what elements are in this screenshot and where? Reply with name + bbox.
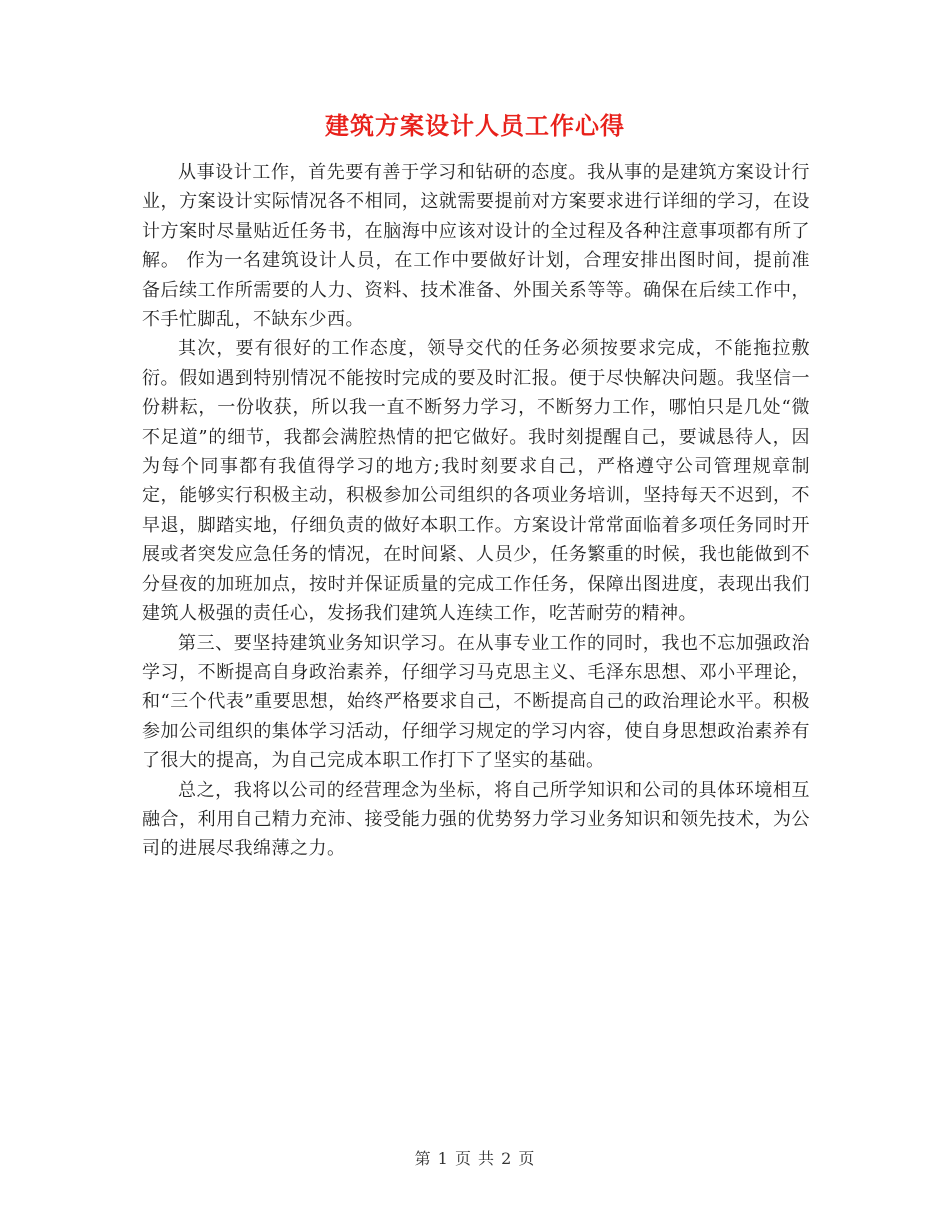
document-title: 建筑方案设计人员工作心得 (325, 111, 625, 140)
document-body (142, 158, 810, 864)
paragraph-1: 从事设计工作，首先要有善于学习和钻研的态度。我从事的是建筑方案设计行业，方案设计实际情况各不相同，这就需要提前对方案要求进行详细的学习，在设计方案时尽量贴近任务书，在脑海中应该对设计的全过程及各种注意事项都有所了解。 作为一名建筑设计人员，在工作中要做好计划，合理安排出图时间，提前准备后续工作所需要的人力、资料、技术准备、外围关系等等。确保在后续工作中，不手忙脚乱，不缺东少西。 (142, 162, 810, 331)
paragraph-3: 第三、要坚持建筑业务知识学习。在从事专业工作的同时，我也不忘加强政治学习，不断提高自身政治素养，仔细学习马克思主义、毛泽东思想、邓小平理论，和“三个代表”重要思想，始终严格要求自己，不断提高自己的政治理论水平。积极参加公司组织的集体学习活动，仔细学习规定的学习内容，使自身思想政治素养有了很大的提高，为自己完成本职工作打下了坚实的基础。 (142, 632, 810, 772)
page-number: 第 1 页 共 2 页 (414, 1149, 536, 1168)
page-footer (0, 1147, 950, 1171)
paragraph-4: 总之，我将以公司的经营理念为坐标，将自己所学知识和公司的具体环境相互融合，利用自己精力充沛、接受能力强的优势努力学习业务知识和领先技术，为公司的进展尽我绵薄之力。 (142, 779, 810, 860)
paragraph-2: 其次，要有很好的工作态度，领导交代的任务必须按要求完成，不能拖拉敷衍。假如遇到特别情况不能按时完成的要及时汇报。便于尽快解决问题。我坚信一份耕耘，一份收获，所以我一直不断努力学习，不断努力工作，哪怕只是几处“微不足道”的细节，我都会满腔热情的把它做好。我时刻提醒自己，要诚恳待人，因为每个同事都有我值得学习的地方;我时刻要求自己，严格遵守公司管理规章制定，能够实行积极主动，积极参加公司组织的各项业务培训，坚持每天不迟到，不早退，脚踏实地，仔细负责的做好本职工作。方案设计常常面临着多项任务同时开展或者突发应急任务的情况，在时间紧、人员少，任务繁重的时候，我也能做到不分昼夜的加班加点，按时并保证质量的完成工作任务，保障出图进度，表现出我们建筑人极强的责任心，发扬我们建筑人连续工作，吃苦耐劳的精神。 (142, 338, 810, 625)
